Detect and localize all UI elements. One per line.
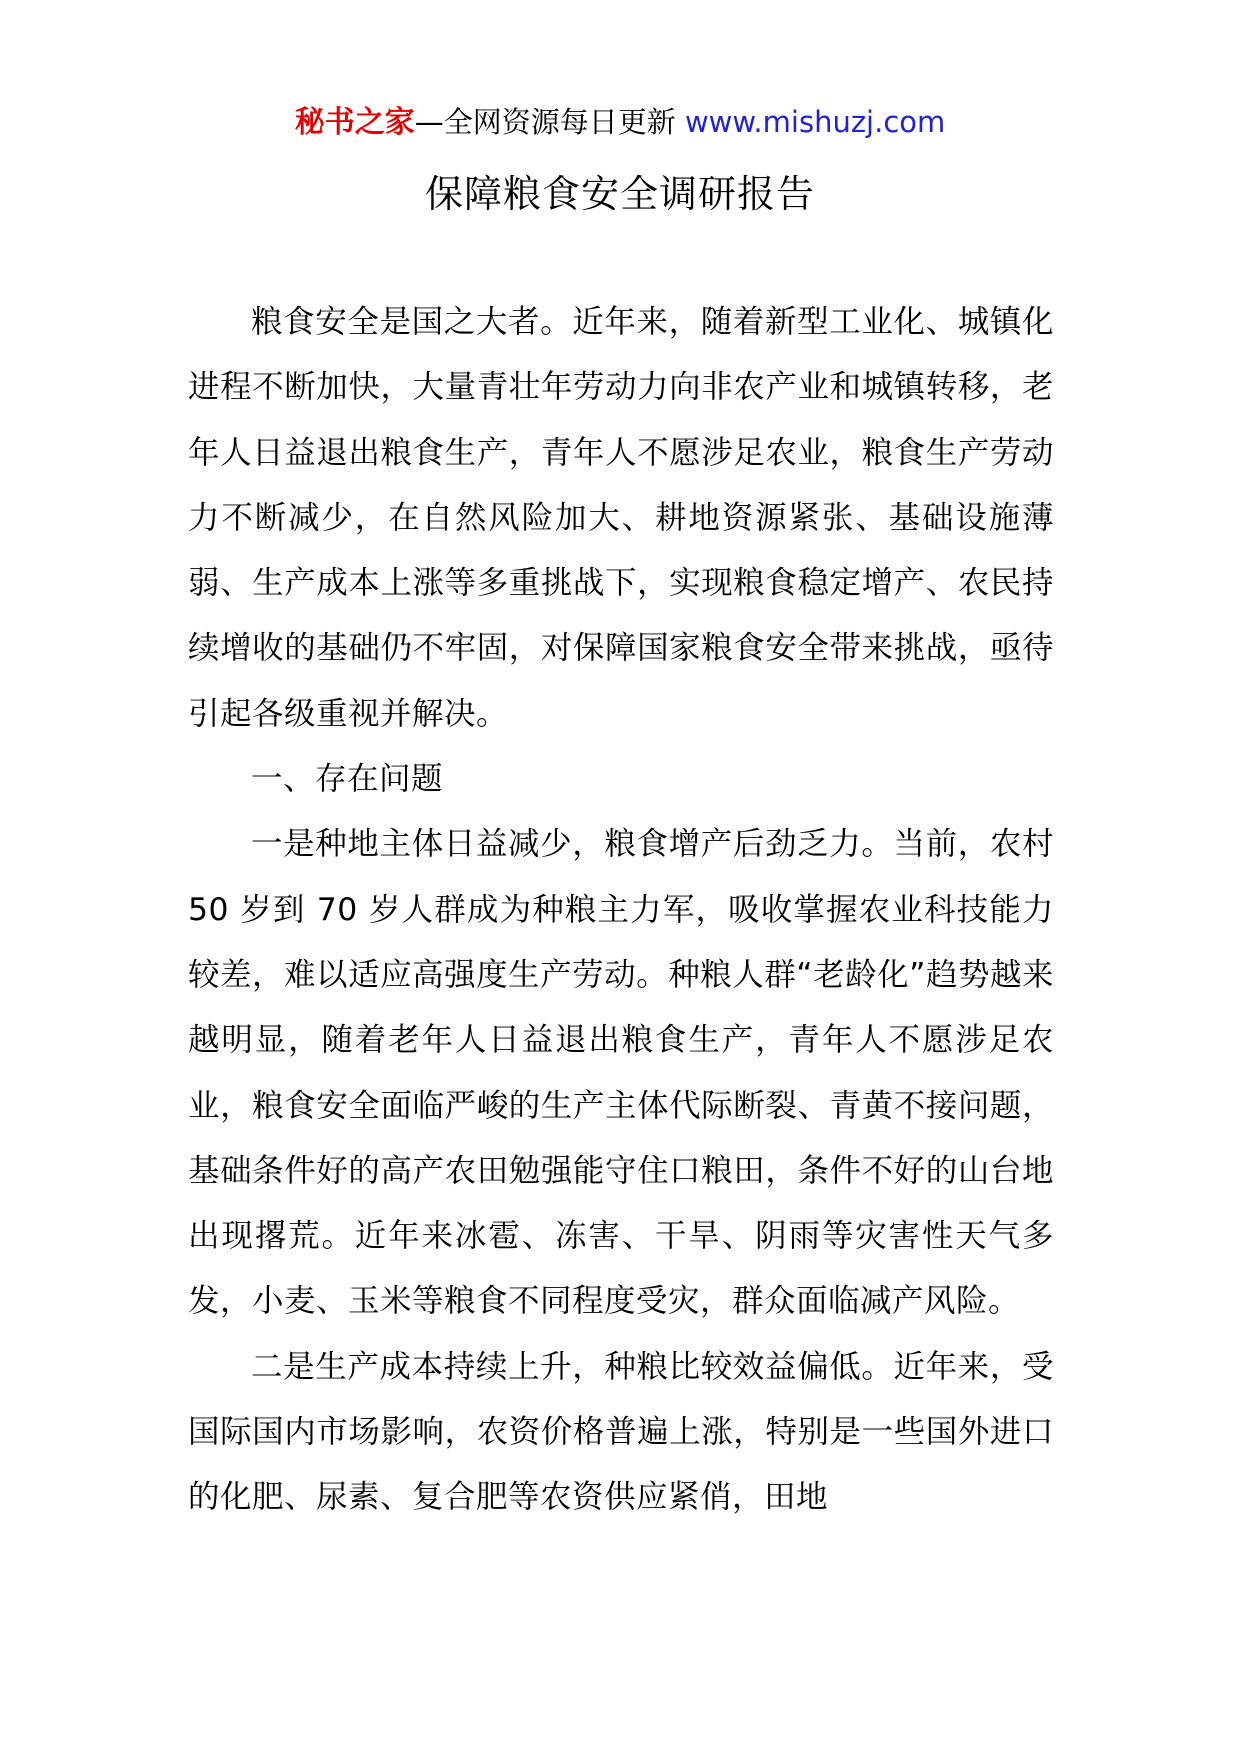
document-body [188, 290, 1054, 1531]
intro-paragraph: 粮食安全是国之大者。近年来，随着新型工业化、城镇化进程不断加快，大量青壮年劳动力向非农产业和城镇转移，老年人日益退出粮食生产，青年人不愿涉足农业，粮食生产劳动力不断减少，在自然风险加大、耕地资源紧张、基础设施薄弱、生产成本上涨等多重挑战下，实现粮食稳定增产、农民持续增收的基础仍不牢固，对保障国家粮食安全带来挑战，亟待引起各级重视并解决。 [188, 304, 1054, 732]
site-banner [0, 100, 1240, 145]
section-heading: 一、存在问题 [251, 761, 444, 798]
brand-name: 秘书之家 [294, 105, 415, 140]
site-url-link[interactable]: www.mishuzj.com [684, 105, 946, 139]
document-title: 保障粮食安全调研报告 [424, 172, 815, 216]
site-slogan: —全网资源每日更新 [414, 105, 685, 139]
body-paragraph: 二是生产成本持续上升，种粮比较效益偏低。近年来，受国际国内市场影响，农资价格普遍上涨，特别是一些国外进口的化肥、尿素、复合肥等农资供应紧俏，田地 [188, 1348, 1054, 1516]
body-paragraph: 一是种地主体日益减少，粮食增产后劲乏力。当前，农村 50 岁到 70 岁人群成为种粮主力军，吸收掌握农业科技能力较差，难以适应高强度生产劳动。种粮人群“老龄化”趋势越来越明显，随着老年人日益退出粮食生产，青年人不愿涉足农业，粮食安全面临严峻的生产主体代际断裂、青黄不接问题，基础条件好的高产农田勉强能守住口粮田，条件不好的山台地出现撂荒。近年来冰雹、冻害、干旱、阴雨等灾害性天气多发，小麦、玉米等粮食不同程度受灾，群众面临减产风险。 [188, 826, 1054, 1320]
